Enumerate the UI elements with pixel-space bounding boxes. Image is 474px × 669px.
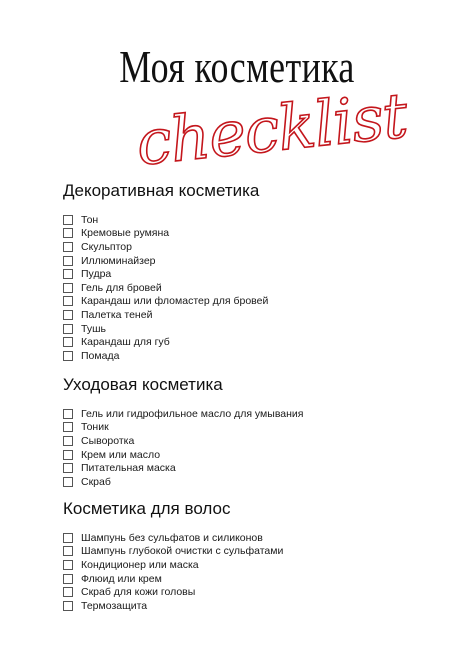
checkbox[interactable] [63, 463, 73, 473]
checklist-item-label: Питательная маска [81, 462, 176, 475]
checklist-item-label: Кондиционер или маска [81, 558, 199, 571]
page-title: Моя косметика [119, 41, 355, 92]
checkbox[interactable] [63, 587, 73, 597]
checkbox[interactable] [63, 422, 73, 432]
section-skincare [63, 375, 303, 489]
checklist-item-label: Шампунь без сульфатов и силиконов [81, 531, 263, 544]
checkbox[interactable] [63, 436, 73, 446]
checklist-item [63, 475, 303, 489]
checkbox[interactable] [63, 269, 73, 279]
checkbox[interactable] [63, 601, 73, 611]
checklist-item [63, 213, 268, 227]
checklist-item [63, 267, 268, 281]
checklist-item [63, 545, 283, 559]
checkbox[interactable] [63, 256, 73, 266]
section-haircare [63, 499, 283, 613]
checklist-item [63, 227, 268, 241]
checklist-item-label: Сыворотка [81, 434, 135, 447]
checklist-item [63, 335, 268, 349]
checklist-script-text: checklist [132, 78, 411, 180]
checklist-item [63, 448, 303, 462]
checklist-item [63, 461, 303, 475]
checklist [63, 407, 303, 489]
checkbox[interactable] [63, 351, 73, 361]
checkbox[interactable] [63, 337, 73, 347]
checklist-item [63, 322, 268, 336]
checklist-item-label: Скраб [81, 475, 111, 488]
checklist-item [63, 349, 268, 363]
checklist-item [63, 599, 283, 613]
checklist-item [63, 407, 303, 421]
checklist [63, 531, 283, 613]
section-heading: Декоративная косметика [63, 181, 260, 200]
checkbox[interactable] [63, 228, 73, 238]
checklist-item [63, 240, 268, 254]
checklist-item-label: Кремовые румяна [81, 227, 170, 240]
checkbox[interactable] [63, 296, 73, 306]
checklist-item-label: Палетка теней [81, 308, 153, 321]
checklist-item [63, 308, 268, 322]
checkbox[interactable] [63, 546, 73, 556]
checklist-item-label: Скраб для кожи головы [81, 586, 196, 599]
checklist-item-label: Термозащита [81, 599, 148, 612]
checklist-script-svg [128, 78, 428, 180]
checklist-item-label: Скульптор [81, 240, 132, 253]
checkbox[interactable] [63, 324, 73, 334]
section-heading: Косметика для волос [63, 499, 231, 518]
checklist-item-label: Помада [81, 349, 120, 362]
checklist-item-label: Шампунь глубокой очистки с сульфатами [81, 545, 284, 558]
checklist-script-title [128, 78, 428, 180]
checkbox[interactable] [63, 215, 73, 225]
checkbox[interactable] [63, 310, 73, 320]
checklist-item-label: Иллюминайзер [81, 254, 156, 267]
checklist-item [63, 572, 283, 586]
checkbox[interactable] [63, 533, 73, 543]
checkbox[interactable] [63, 560, 73, 570]
checkbox[interactable] [63, 409, 73, 419]
checklist-item [63, 254, 268, 268]
checkbox[interactable] [63, 283, 73, 293]
checklist-item [63, 421, 303, 435]
section-heading: Уходовая косметика [63, 375, 223, 394]
checklist-item [63, 281, 268, 295]
checklist [63, 213, 268, 363]
checkbox[interactable] [63, 450, 73, 460]
checklist-item-label: Тоник [81, 421, 109, 434]
checklist-item-label: Тушь [81, 322, 106, 335]
section-decorative [63, 181, 268, 363]
checkbox[interactable] [63, 574, 73, 584]
checklist-item-label: Тон [81, 213, 99, 226]
checklist-item-label: Гель для бровей [81, 281, 162, 294]
checklist-item-label: Пудра [81, 268, 112, 281]
checkbox[interactable] [63, 242, 73, 252]
checklist-item [63, 434, 303, 448]
checklist-item-label: Флюид или крем [81, 572, 162, 585]
checklist-item-label: Карандаш или фломастер для бровей [81, 295, 269, 308]
checklist-item-label: Гель или гидрофильное масло для умывания [81, 407, 304, 420]
checklist-item-label: Крем или масло [81, 448, 161, 461]
checklist-item-label: Карандаш для губ [81, 336, 170, 349]
checkbox[interactable] [63, 477, 73, 487]
checklist-item [63, 585, 283, 599]
checklist-item [63, 295, 268, 309]
checklist-item [63, 558, 283, 572]
checklist-item [63, 531, 283, 545]
